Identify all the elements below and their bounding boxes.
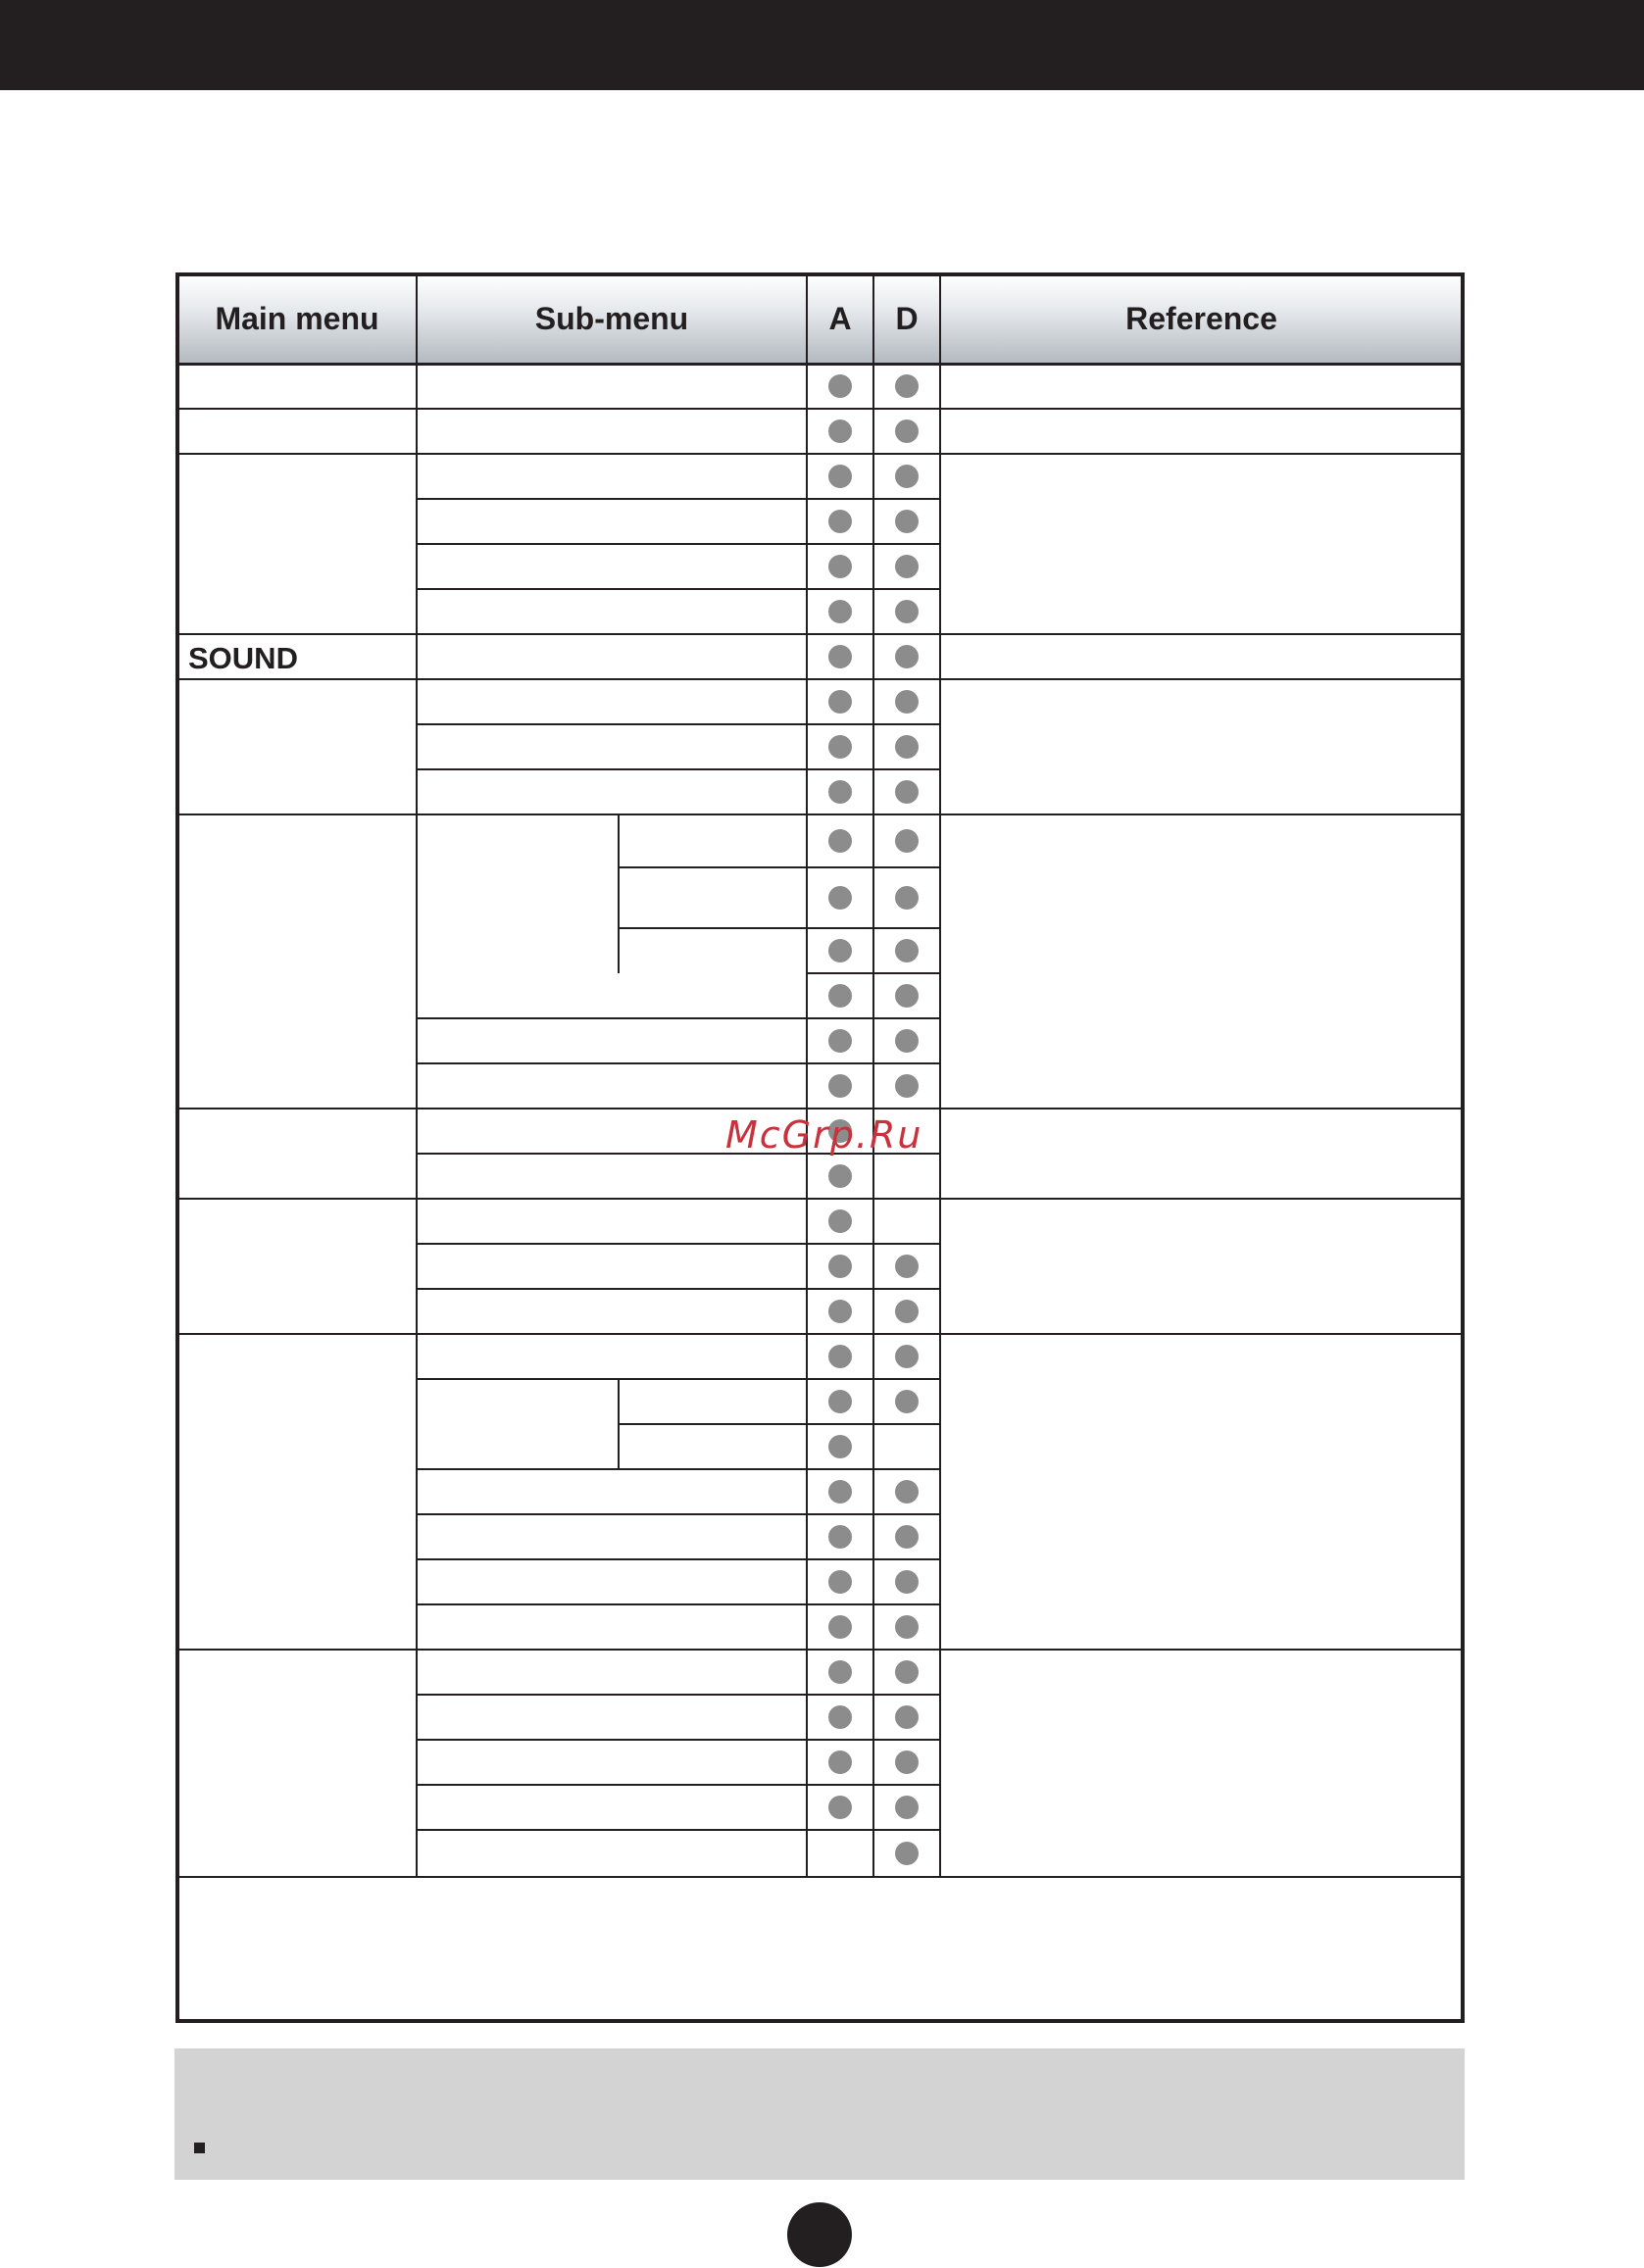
grid-line-h [940, 1333, 1463, 1335]
header-reference: Reference [1125, 301, 1277, 336]
grid-line-h [417, 1198, 807, 1200]
grid-line-v [872, 274, 874, 1877]
grid-line-h [177, 1649, 417, 1651]
availability-dot-a [828, 1345, 852, 1368]
availability-dot-a [828, 984, 852, 1008]
availability-dot-a [828, 690, 852, 714]
availability-dot-a [828, 1164, 852, 1188]
grid-line-h [417, 1558, 807, 1560]
grid-line-v [1461, 274, 1465, 2021]
header-main-menu: Main menu [215, 301, 379, 336]
grid-line-h [940, 408, 1463, 410]
grid-line-h [417, 1062, 807, 1064]
grid-line-h [177, 1333, 417, 1335]
availability-dot-d [895, 1300, 919, 1323]
availability-dot-a [828, 780, 852, 804]
availability-dot-d [895, 886, 919, 910]
availability-dot-a [828, 1750, 852, 1774]
grid-line-h [619, 1423, 807, 1425]
grid-line-h [177, 814, 417, 815]
grid-line-h [417, 588, 807, 590]
grid-line-h [940, 453, 1463, 455]
grid-line-h [417, 1876, 807, 1878]
grid-line-h [940, 1108, 1463, 1109]
availability-dot-a [828, 1435, 852, 1458]
grid-line-h [177, 1876, 417, 1878]
grid-line-h [177, 363, 1463, 366]
grid-line-h [417, 543, 807, 545]
grid-line-h [177, 453, 417, 455]
grid-line-h [417, 633, 807, 635]
availability-dot-d [895, 1796, 919, 1819]
availability-dot-d [895, 939, 919, 962]
availability-dot-d [895, 1029, 919, 1053]
page-number-circle [787, 2202, 852, 2267]
grid-line-h [940, 1198, 1463, 1200]
grid-line-h [175, 272, 1465, 276]
grid-line-h [417, 768, 807, 770]
grid-line-h [940, 814, 1463, 815]
availability-dot-d [895, 984, 919, 1008]
availability-dot-a [828, 1300, 852, 1323]
availability-dot-a [828, 1660, 852, 1684]
availability-dot-d [895, 829, 919, 853]
availability-dot-a [828, 1480, 852, 1504]
grid-line-h [940, 1649, 1463, 1651]
grid-line-v [618, 814, 620, 973]
grid-line-h [417, 1649, 807, 1651]
availability-dot-d [895, 1570, 919, 1594]
grid-line-h [417, 408, 807, 410]
availability-dot-d [895, 1615, 919, 1639]
availability-dot-d [895, 555, 919, 578]
grid-line-h [417, 1017, 807, 1019]
header-sub-menu: Sub-menu [534, 301, 689, 336]
note-bullet [194, 2143, 205, 2153]
availability-dot-a [828, 1525, 852, 1549]
grid-line-h [417, 1829, 807, 1831]
grid-line-h [417, 1468, 807, 1470]
grid-line-h [417, 1243, 807, 1245]
grid-line-h [177, 1108, 417, 1109]
grid-line-h [619, 927, 807, 929]
availability-dot-d [895, 1660, 919, 1684]
availability-dot-a [828, 1074, 852, 1098]
availability-dot-a [828, 510, 852, 533]
availability-dot-a [828, 555, 852, 578]
availability-dot-a [828, 886, 852, 910]
availability-dot-a [828, 465, 852, 488]
grid-line-h [417, 723, 807, 725]
grid-line-h [417, 1288, 807, 1290]
availability-dot-a [828, 829, 852, 853]
availability-dot-d [895, 1525, 919, 1549]
availability-dot-d [895, 1750, 919, 1774]
header-col-a: A [828, 301, 852, 336]
grid-line-h [619, 866, 807, 868]
grid-line-h [940, 633, 1463, 635]
availability-dot-d [895, 1345, 919, 1368]
availability-dot-d [895, 735, 919, 759]
availability-dot-a [828, 1705, 852, 1729]
availability-dot-d [895, 1255, 919, 1278]
watermark: McGrp.Ru [725, 1113, 923, 1157]
grid-line-h [940, 678, 1463, 680]
availability-dot-d [895, 645, 919, 668]
grid-line-v [416, 274, 418, 1877]
availability-dot-d [895, 690, 919, 714]
availability-dot-a [828, 1570, 852, 1594]
availability-dot-a [828, 419, 852, 443]
grid-line-h [417, 814, 807, 815]
availability-dot-d [895, 1842, 919, 1865]
availability-dot-d [895, 1705, 919, 1729]
availability-dot-a [828, 1615, 852, 1639]
grid-line-h [417, 1108, 807, 1109]
availability-dot-d [895, 1480, 919, 1504]
main-menu-sound-label: SOUND [188, 641, 298, 675]
grid-line-v [175, 274, 179, 2021]
grid-line-v [939, 274, 941, 1877]
grid-line-h [940, 1876, 1463, 1878]
availability-dot-d [895, 1074, 919, 1098]
grid-line-h [417, 498, 807, 500]
grid-line-h [175, 2019, 1465, 2023]
availability-dot-a [828, 374, 852, 398]
availability-dot-a [828, 600, 852, 623]
availability-dot-d [895, 374, 919, 398]
grid-line-h [417, 1513, 807, 1515]
grid-line-h [417, 1784, 807, 1786]
availability-dot-a [828, 1029, 852, 1053]
availability-dot-d [895, 419, 919, 443]
grid-line-h [417, 1603, 807, 1605]
availability-dot-d [895, 780, 919, 804]
availability-dot-a [828, 939, 852, 962]
availability-dot-d [895, 465, 919, 488]
header-col-d: D [895, 301, 919, 336]
grid-line-h [417, 1739, 807, 1741]
availability-dot-d [895, 1390, 919, 1413]
availability-dot-a [828, 645, 852, 668]
grid-line-h [177, 1198, 417, 1200]
grid-line-h [417, 1694, 807, 1696]
grid-line-h [417, 1333, 807, 1335]
grid-line-v [618, 1379, 620, 1469]
grid-line-v [806, 274, 808, 1877]
grid-line-h [417, 678, 807, 680]
availability-dot-a [828, 1796, 852, 1819]
availability-dot-a [828, 1209, 852, 1233]
availability-dot-a [828, 1255, 852, 1278]
availability-dot-a [828, 735, 852, 759]
grid-line-h [417, 1378, 807, 1380]
note-box [174, 2048, 1465, 2180]
availability-dot-a [828, 1390, 852, 1413]
grid-line-h [177, 408, 417, 410]
grid-line-h [417, 453, 807, 455]
availability-dot-d [895, 510, 919, 533]
grid-line-h [177, 633, 417, 635]
availability-dot-d [895, 600, 919, 623]
